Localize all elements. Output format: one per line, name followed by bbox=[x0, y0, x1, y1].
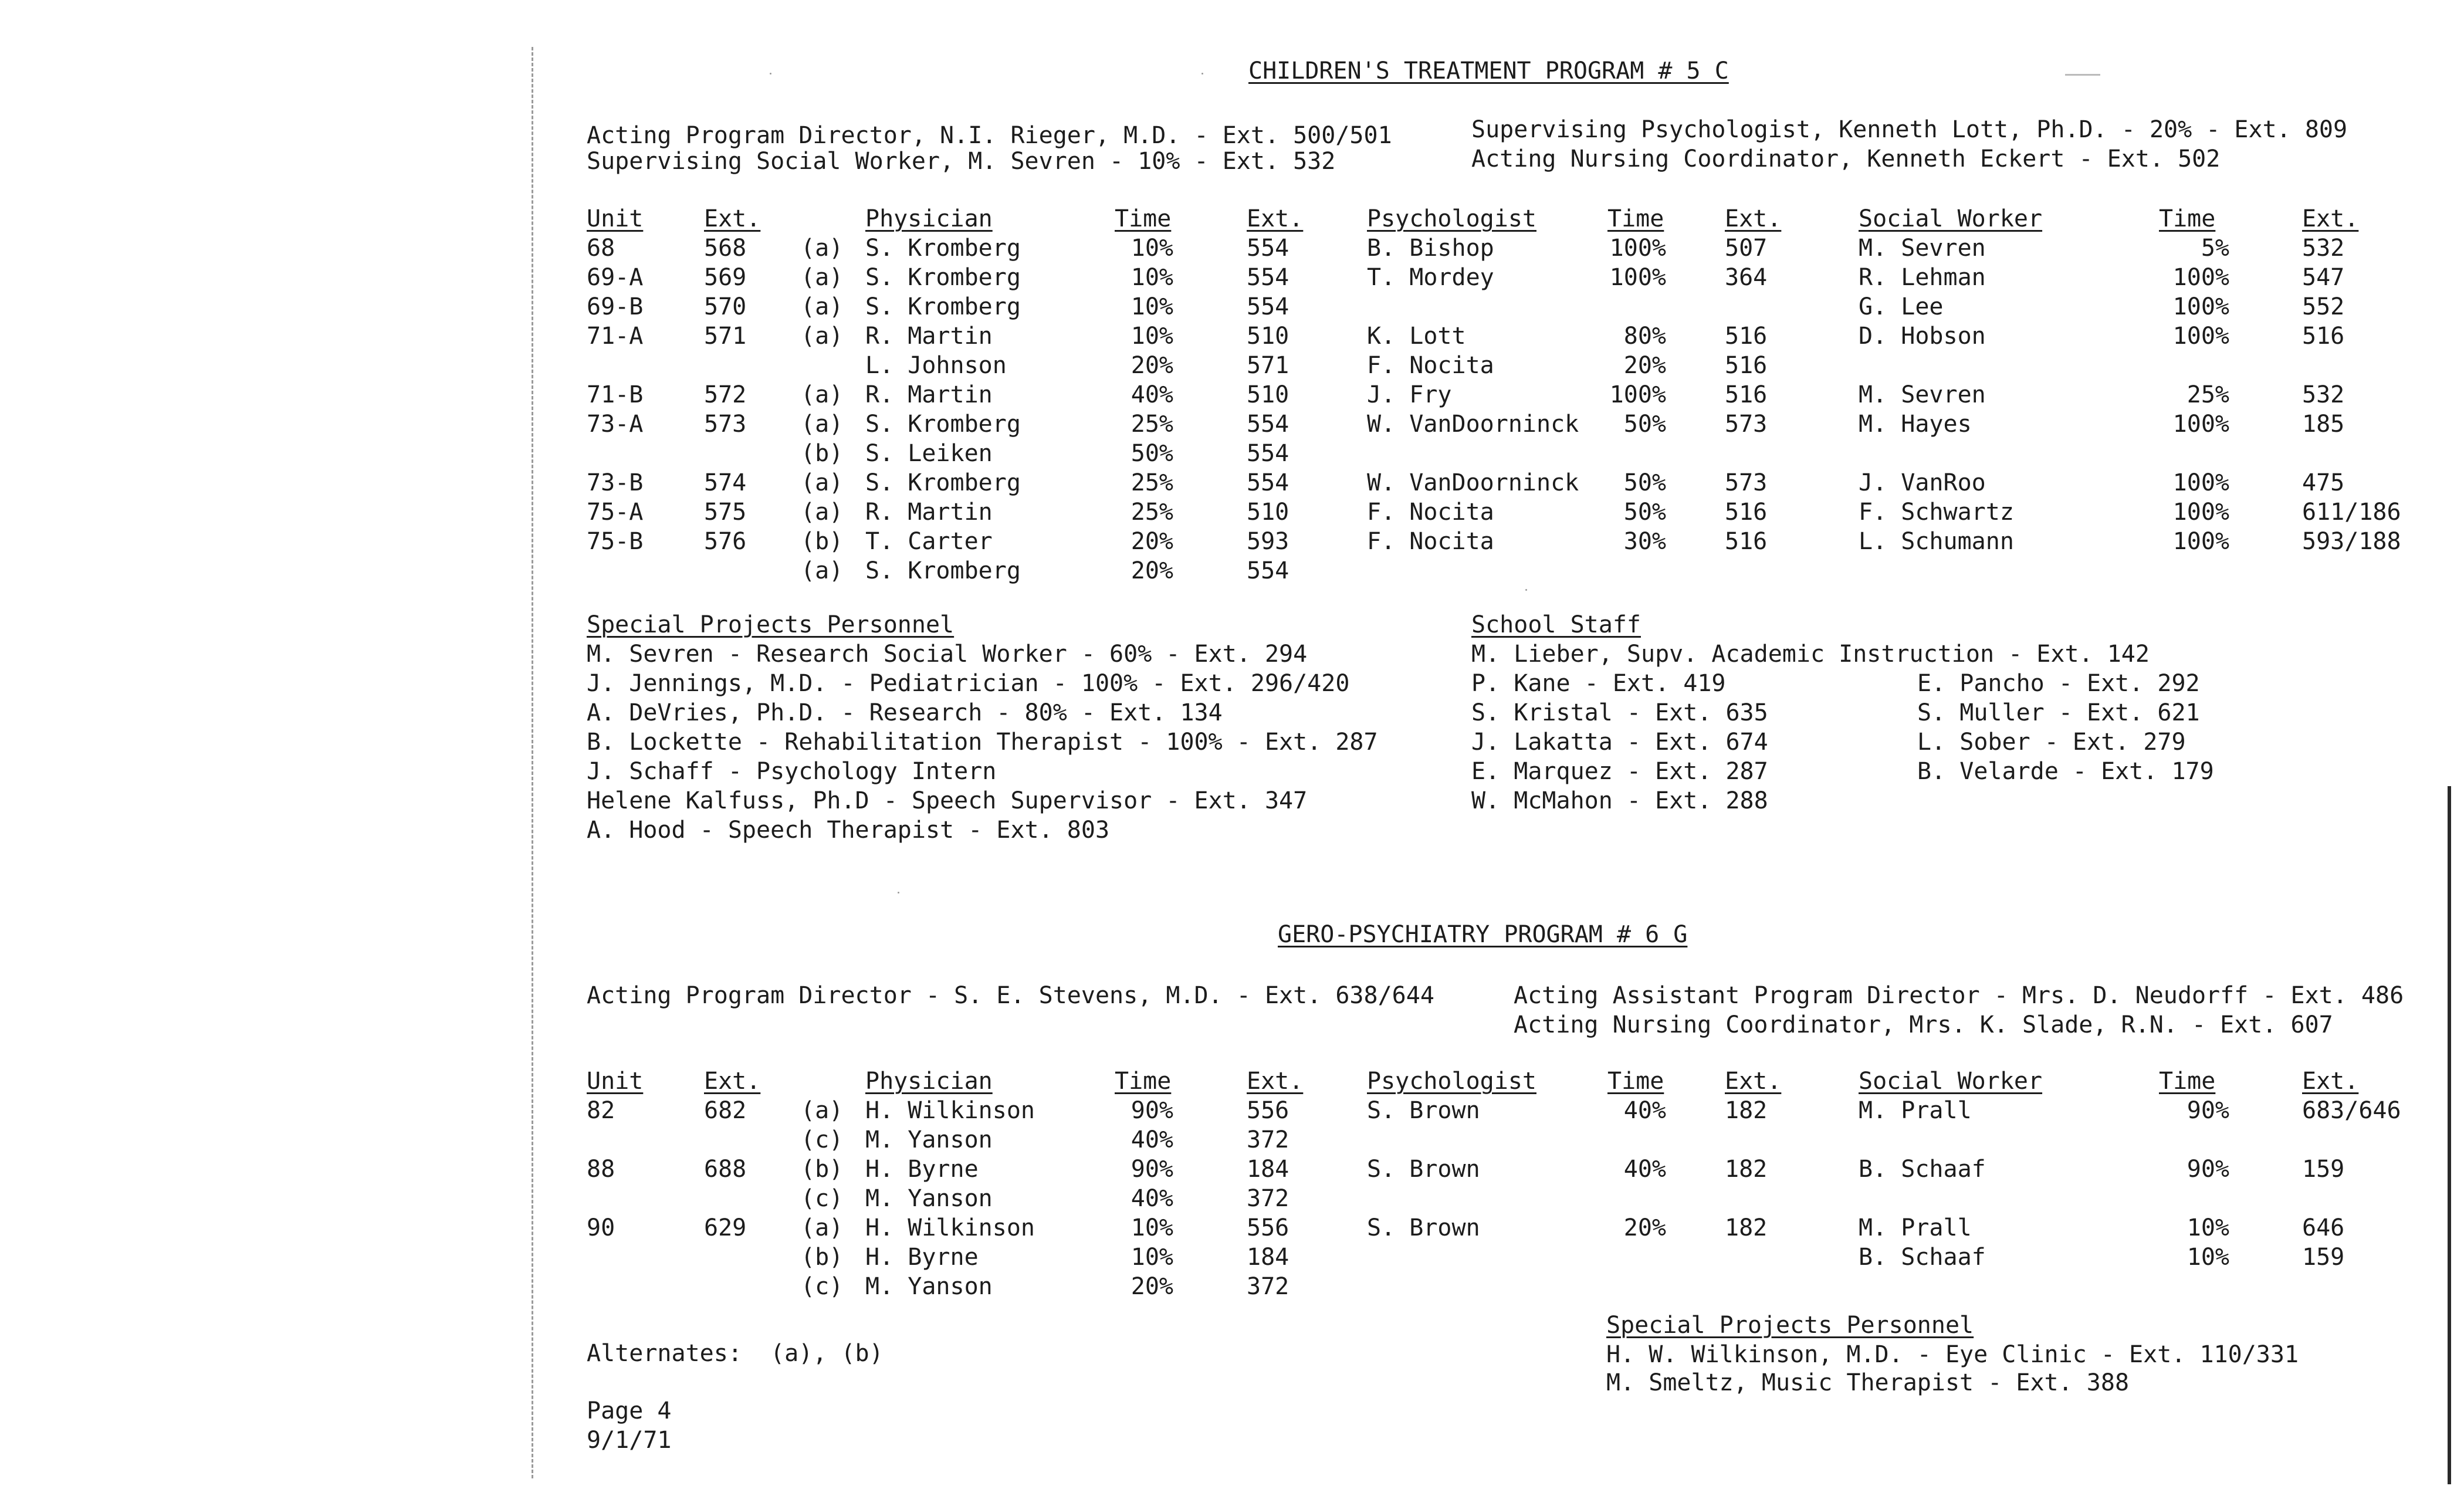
program5-school-title: School Staff bbox=[1471, 611, 1641, 638]
table-cell: 90 bbox=[587, 1214, 615, 1241]
table-cell: R. Lehman bbox=[1859, 264, 1986, 291]
table-cell: H. Wilkinson bbox=[865, 1097, 1035, 1124]
table-cell: 554 bbox=[1247, 469, 1289, 496]
table-cell: 554 bbox=[1247, 235, 1289, 262]
table-cell: (a) bbox=[801, 1097, 844, 1124]
program6-title: GERO-PSYCHIATRY PROGRAM # 6 G bbox=[1278, 921, 1688, 948]
list-item: S. Muller - Ext. 621 bbox=[1917, 699, 2200, 726]
table-cell: 69-A bbox=[587, 264, 644, 291]
table-cell: 50% bbox=[1623, 499, 1666, 526]
table-cell: M. Prall bbox=[1859, 1214, 1972, 1241]
table-cell: S. Kromberg bbox=[865, 235, 1021, 262]
table-cell: H. Wilkinson bbox=[865, 1214, 1035, 1241]
table-header: Ext. bbox=[704, 1068, 761, 1095]
table-cell: (c) bbox=[801, 1126, 844, 1153]
table-cell: J. Fry bbox=[1367, 381, 1452, 408]
table-cell: 510 bbox=[1247, 381, 1289, 408]
table-cell: S. Brown bbox=[1367, 1214, 1480, 1241]
table-cell: 364 bbox=[1725, 264, 1768, 291]
list-item: J. Lakatta - Ext. 674 bbox=[1471, 729, 1768, 756]
table-cell: 90% bbox=[2187, 1097, 2229, 1124]
table-cell: 573 bbox=[704, 411, 747, 438]
table-cell: 570 bbox=[704, 293, 747, 320]
table-cell: 576 bbox=[704, 528, 747, 555]
table-cell: M. Prall bbox=[1859, 1097, 1972, 1124]
table-cell: 68 bbox=[587, 235, 615, 262]
table-cell: 25% bbox=[2187, 381, 2229, 408]
table-cell: F. Schwartz bbox=[1859, 499, 2014, 526]
table-header: Unit bbox=[587, 205, 644, 232]
table-cell: 554 bbox=[1247, 557, 1289, 584]
table-cell: 510 bbox=[1247, 323, 1289, 350]
list-item: A. DeVries, Ph.D. - Research - 80% - Ext. 134 bbox=[587, 699, 1223, 726]
list-item: J. Jennings, M.D. - Pediatrician - 100% - Ext. 296/420 bbox=[587, 670, 1350, 697]
table-cell: 516 bbox=[1725, 499, 1768, 526]
table-cell: G. Lee bbox=[1859, 293, 1944, 320]
table-cell: (a) bbox=[801, 323, 844, 350]
table-cell: H. Byrne bbox=[865, 1156, 979, 1183]
table-cell: W. VanDoorninck bbox=[1367, 469, 1579, 496]
table-header: Social Worker bbox=[1859, 205, 2043, 232]
table-cell: 571 bbox=[704, 323, 747, 350]
table-cell: 571 bbox=[1247, 352, 1289, 379]
table-cell: 20% bbox=[1623, 352, 1666, 379]
table-cell: 71-B bbox=[587, 381, 644, 408]
table-cell: L. Schumann bbox=[1859, 528, 2014, 555]
table-cell: 516 bbox=[1725, 381, 1768, 408]
table-header: Psychologist bbox=[1367, 205, 1536, 232]
table-cell: 10% bbox=[1131, 1214, 1173, 1241]
table-cell: R. Martin bbox=[865, 499, 993, 526]
table-header: Ext. bbox=[704, 205, 761, 232]
table-cell: (a) bbox=[801, 499, 844, 526]
table-cell: 20% bbox=[1623, 1214, 1666, 1241]
table-cell: M. Yanson bbox=[865, 1126, 993, 1153]
table-cell: 569 bbox=[704, 264, 747, 291]
table-header: Ext. bbox=[2302, 205, 2359, 232]
table-cell: 10% bbox=[1131, 235, 1173, 262]
table-cell: 40% bbox=[1131, 1126, 1173, 1153]
program6-special-title: Special Projects Personnel bbox=[1606, 1312, 1974, 1339]
table-header: Ext. bbox=[1247, 1068, 1304, 1095]
table-cell: 568 bbox=[704, 235, 747, 262]
table-header: Physician bbox=[865, 1068, 993, 1095]
table-cell: (a) bbox=[801, 411, 844, 438]
table-header: Physician bbox=[865, 205, 993, 232]
table-cell: (a) bbox=[801, 381, 844, 408]
table-cell: F. Nocita bbox=[1367, 528, 1494, 555]
table-cell: M. Yanson bbox=[865, 1273, 993, 1300]
table-cell: 159 bbox=[2302, 1156, 2345, 1183]
table-cell: M. Sevren bbox=[1859, 235, 1986, 262]
program6-alternates: Alternates: (a), (b) bbox=[587, 1340, 884, 1367]
table-cell: S. Kromberg bbox=[865, 469, 1021, 496]
table-cell: 10% bbox=[1131, 1244, 1173, 1271]
table-cell: 646 bbox=[2302, 1214, 2345, 1241]
list-item: B. Lockette - Rehabilitation Therapist - 100% - Ext. 287 bbox=[587, 729, 1378, 756]
list-item: B. Velarde - Ext. 179 bbox=[1917, 758, 2214, 785]
table-cell: 185 bbox=[2302, 411, 2345, 438]
table-cell: 516 bbox=[1725, 352, 1768, 379]
program5-staff-left-1: Acting Program Director, N.I. Rieger, M.D. - Ext. 500/501 bbox=[587, 122, 1392, 149]
table-cell: 516 bbox=[1725, 323, 1768, 350]
table-cell: 100% bbox=[1609, 381, 1666, 408]
table-cell: 40% bbox=[1623, 1156, 1666, 1183]
table-cell: 372 bbox=[1247, 1273, 1289, 1300]
table-cell: 10% bbox=[2187, 1214, 2229, 1241]
table-header: Unit bbox=[587, 1068, 644, 1095]
table-cell: 516 bbox=[2302, 323, 2345, 350]
table-cell: 73-B bbox=[587, 469, 644, 496]
table-cell: 88 bbox=[587, 1156, 615, 1183]
scan-speck bbox=[898, 892, 899, 893]
table-header: Ext. bbox=[1725, 1068, 1782, 1095]
table-header: Time bbox=[1607, 205, 1664, 232]
table-cell: 80% bbox=[1623, 323, 1666, 350]
table-cell: M. Hayes bbox=[1859, 411, 1972, 438]
table-cell: 184 bbox=[1247, 1244, 1289, 1271]
table-cell: 73-A bbox=[587, 411, 644, 438]
scan-speck bbox=[1201, 73, 1203, 75]
list-item: W. McMahon - Ext. 288 bbox=[1471, 787, 1768, 814]
table-cell: 40% bbox=[1131, 381, 1173, 408]
list-item: P. Kane - Ext. 419 bbox=[1471, 670, 1726, 697]
table-cell: 593/188 bbox=[2302, 528, 2401, 555]
table-cell: (a) bbox=[801, 557, 844, 584]
table-header: Time bbox=[1607, 1068, 1664, 1095]
table-cell: 5% bbox=[2201, 235, 2229, 262]
table-cell: S. Brown bbox=[1367, 1156, 1480, 1183]
table-cell: 554 bbox=[1247, 411, 1289, 438]
table-cell: 372 bbox=[1247, 1185, 1289, 1212]
table-cell: 10% bbox=[1131, 264, 1173, 291]
table-cell: 573 bbox=[1725, 411, 1768, 438]
table-cell: B. Schaaf bbox=[1859, 1156, 1986, 1183]
table-cell: 20% bbox=[1131, 352, 1173, 379]
table-cell: 184 bbox=[1247, 1156, 1289, 1183]
table-cell: 90% bbox=[1131, 1097, 1173, 1124]
table-cell: 100% bbox=[2172, 264, 2229, 291]
table-cell: F. Nocita bbox=[1367, 352, 1494, 379]
table-header: Psychologist bbox=[1367, 1068, 1536, 1095]
table-cell: (b) bbox=[801, 1156, 844, 1183]
table-cell: 510 bbox=[1247, 499, 1289, 526]
table-cell: 25% bbox=[1131, 499, 1173, 526]
table-cell: 516 bbox=[1725, 528, 1768, 555]
table-cell: 575 bbox=[704, 499, 747, 526]
table-cell: S. Brown bbox=[1367, 1097, 1480, 1124]
table-cell: B. Schaaf bbox=[1859, 1244, 1986, 1271]
footer-date: 9/1/71 bbox=[587, 1427, 672, 1454]
table-cell: 90% bbox=[2187, 1156, 2229, 1183]
table-cell: 40% bbox=[1131, 1185, 1173, 1212]
footer-page: Page 4 bbox=[587, 1397, 672, 1424]
table-cell: 554 bbox=[1247, 293, 1289, 320]
table-cell: (b) bbox=[801, 440, 844, 467]
table-cell: 100% bbox=[1609, 264, 1666, 291]
table-cell: 100% bbox=[2172, 528, 2229, 555]
table-cell: 69-B bbox=[587, 293, 644, 320]
program6-staff-left-1: Acting Program Director - S. E. Stevens, M.D. - Ext. 638/644 bbox=[587, 982, 1434, 1009]
table-cell: 50% bbox=[1623, 469, 1666, 496]
table-cell: 611/186 bbox=[2302, 499, 2401, 526]
table-cell: 182 bbox=[1725, 1214, 1768, 1241]
table-cell: H. Byrne bbox=[865, 1244, 979, 1271]
program6-staff-right-2: Acting Nursing Coordinator, Mrs. K. Slade, R.N. - Ext. 607 bbox=[1514, 1011, 2333, 1038]
table-cell: 25% bbox=[1131, 411, 1173, 438]
table-cell: S. Leiken bbox=[865, 440, 993, 467]
list-item: J. Schaff - Psychology Intern bbox=[587, 758, 997, 785]
table-cell: M. Yanson bbox=[865, 1185, 993, 1212]
table-header: Ext. bbox=[1247, 205, 1304, 232]
table-cell: 572 bbox=[704, 381, 747, 408]
list-item: L. Sober - Ext. 279 bbox=[1917, 729, 2186, 756]
program5-staff-left-2: Supervising Social Worker, M. Sevren - 10% - Ext. 532 bbox=[587, 148, 1336, 175]
table-cell: 507 bbox=[1725, 235, 1768, 262]
list-item: H. W. Wilkinson, M.D. - Eye Clinic - Ext. 110/331 bbox=[1606, 1341, 2299, 1368]
table-cell: 182 bbox=[1725, 1097, 1768, 1124]
program6-staff-right-1: Acting Assistant Program Director - Mrs. D. Neudorff - Ext. 486 bbox=[1514, 982, 2404, 1009]
list-item: A. Hood - Speech Therapist - Ext. 803 bbox=[587, 817, 1110, 844]
table-header: Ext. bbox=[1725, 205, 1782, 232]
scan-speck bbox=[1525, 589, 1527, 591]
list-item: M. Smeltz, Music Therapist - Ext. 388 bbox=[1606, 1369, 2130, 1396]
table-cell: (b) bbox=[801, 528, 844, 555]
table-cell: 682 bbox=[704, 1097, 747, 1124]
table-cell: 554 bbox=[1247, 264, 1289, 291]
table-cell: 556 bbox=[1247, 1214, 1289, 1241]
table-cell: 552 bbox=[2302, 293, 2345, 320]
table-cell: 90% bbox=[1131, 1156, 1173, 1183]
table-cell: 75-B bbox=[587, 528, 644, 555]
table-cell: 10% bbox=[2187, 1244, 2229, 1271]
table-cell: 372 bbox=[1247, 1126, 1289, 1153]
table-cell: 20% bbox=[1131, 528, 1173, 555]
table-header: Ext. bbox=[2302, 1068, 2359, 1095]
table-cell: (a) bbox=[801, 469, 844, 496]
table-cell: 50% bbox=[1131, 440, 1173, 467]
table-header: Time bbox=[1115, 1068, 1172, 1095]
program5-school-lead: M. Lieber, Supv. Academic Instruction - Ext. 142 bbox=[1471, 641, 2150, 668]
scan-speck bbox=[770, 73, 771, 75]
table-cell: (c) bbox=[801, 1185, 844, 1212]
table-cell: 573 bbox=[1725, 469, 1768, 496]
list-item: S. Kristal - Ext. 635 bbox=[1471, 699, 1768, 726]
table-cell: T. Mordey bbox=[1367, 264, 1494, 291]
table-cell: (a) bbox=[801, 1214, 844, 1241]
table-cell: F. Nocita bbox=[1367, 499, 1494, 526]
table-cell: T. Carter bbox=[865, 528, 993, 555]
table-cell: 688 bbox=[704, 1156, 747, 1183]
table-cell: R. Martin bbox=[865, 381, 993, 408]
table-cell: (c) bbox=[801, 1273, 844, 1300]
table-cell: K. Lott bbox=[1367, 323, 1466, 350]
program5-title: CHILDREN'S TREATMENT PROGRAM # 5 C bbox=[1248, 57, 1729, 84]
table-cell: (b) bbox=[801, 1244, 844, 1271]
table-cell: S. Kromberg bbox=[865, 264, 1021, 291]
table-cell: 75-A bbox=[587, 499, 644, 526]
table-cell: 554 bbox=[1247, 440, 1289, 467]
table-header: Social Worker bbox=[1859, 1068, 2043, 1095]
table-cell: 532 bbox=[2302, 381, 2345, 408]
table-cell: 100% bbox=[2172, 323, 2229, 350]
table-header: Time bbox=[2159, 205, 2216, 232]
table-cell: W. VanDoorninck bbox=[1367, 411, 1579, 438]
program5-special-title: Special Projects Personnel bbox=[587, 611, 955, 638]
table-cell: 629 bbox=[704, 1214, 747, 1241]
table-cell: 20% bbox=[1131, 1273, 1173, 1300]
table-cell: S. Kromberg bbox=[865, 411, 1021, 438]
table-cell: 100% bbox=[2172, 293, 2229, 320]
table-cell: 100% bbox=[1609, 235, 1666, 262]
list-item: Helene Kalfuss, Ph.D - Speech Supervisor - Ext. 347 bbox=[587, 787, 1308, 814]
page-edge-shadow bbox=[2448, 786, 2451, 1484]
list-item: E. Pancho - Ext. 292 bbox=[1917, 670, 2200, 697]
list-item: E. Marquez - Ext. 287 bbox=[1471, 758, 1768, 785]
table-cell: (a) bbox=[801, 293, 844, 320]
table-cell: 100% bbox=[2172, 499, 2229, 526]
table-cell: 71-A bbox=[587, 323, 644, 350]
table-cell: J. VanRoo bbox=[1859, 469, 1986, 496]
table-cell: 10% bbox=[1131, 293, 1173, 320]
table-cell: M. Sevren bbox=[1859, 381, 1986, 408]
table-cell: 40% bbox=[1623, 1097, 1666, 1124]
table-header: Time bbox=[1115, 205, 1172, 232]
table-cell: (a) bbox=[801, 264, 844, 291]
table-cell: 683/646 bbox=[2302, 1097, 2401, 1124]
table-cell: 30% bbox=[1623, 528, 1666, 555]
table-cell: 100% bbox=[2172, 411, 2229, 438]
table-cell: 593 bbox=[1247, 528, 1289, 555]
table-cell: 182 bbox=[1725, 1156, 1768, 1183]
table-cell: (a) bbox=[801, 235, 844, 262]
table-cell: D. Hobson bbox=[1859, 323, 1986, 350]
table-cell: S. Kromberg bbox=[865, 557, 1021, 584]
list-item: M. Sevren - Research Social Worker - 60% - Ext. 294 bbox=[587, 641, 1308, 668]
table-cell: 20% bbox=[1131, 557, 1173, 584]
scan-speck bbox=[2065, 74, 2100, 76]
table-cell: 532 bbox=[2302, 235, 2345, 262]
table-cell: 475 bbox=[2302, 469, 2345, 496]
table-cell: B. Bishop bbox=[1367, 235, 1494, 262]
table-header: Time bbox=[2159, 1068, 2216, 1095]
table-cell: R. Martin bbox=[865, 323, 993, 350]
left-margin-line bbox=[532, 47, 533, 1478]
table-cell: 82 bbox=[587, 1097, 615, 1124]
table-cell: S. Kromberg bbox=[865, 293, 1021, 320]
table-cell: 10% bbox=[1131, 323, 1173, 350]
table-cell: 547 bbox=[2302, 264, 2345, 291]
program5-staff-right-1: Supervising Psychologist, Kenneth Lott, Ph.D. - 20% - Ext. 809 bbox=[1471, 116, 2348, 143]
program5-staff-right-2: Acting Nursing Coordinator, Kenneth Eckert - Ext. 502 bbox=[1471, 145, 2221, 172]
table-cell: 574 bbox=[704, 469, 747, 496]
table-cell: 25% bbox=[1131, 469, 1173, 496]
table-cell: L. Johnson bbox=[865, 352, 1007, 379]
table-cell: 100% bbox=[2172, 469, 2229, 496]
table-cell: 556 bbox=[1247, 1097, 1289, 1124]
table-cell: 159 bbox=[2302, 1244, 2345, 1271]
table-cell: 50% bbox=[1623, 411, 1666, 438]
